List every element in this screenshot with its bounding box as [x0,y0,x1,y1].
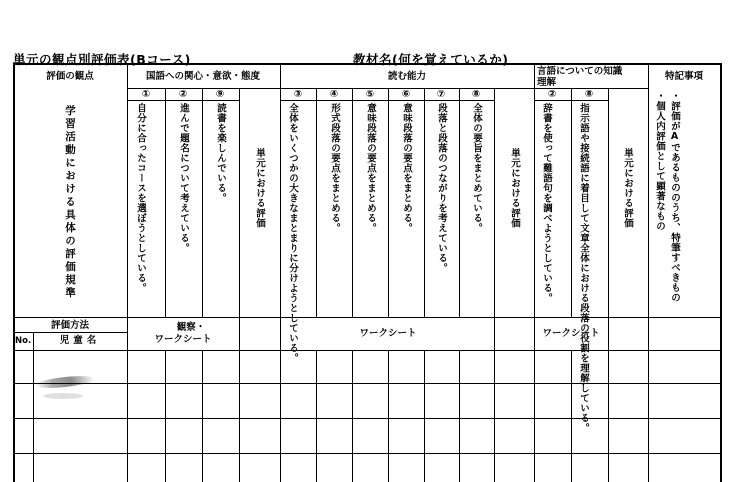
number-reading-6: ⑧ [471,89,481,100]
criteria-interest-3: 読書を楽しんでいる。 [215,103,226,203]
rule-student-header [13,332,127,333]
number-reading-4: ⑥ [401,89,411,100]
rule-col-2 [165,88,166,317]
rule-numbers-reading [280,100,494,101]
criteria-reading-1: 全体をいくつかの大きなまとまりに分けようとしている。 [287,103,298,363]
number-interest-3: ⑨ [215,89,225,100]
student-row-2[interactable] [13,384,721,418]
criteria-language-1: 辞書を使って難語句を調べようとしている。 [541,103,552,303]
student-name-label: 児童名 [59,335,101,346]
criteria-reading-unit: 単元における評価 [509,148,520,228]
rule-numbers-interest [127,100,239,101]
rule-col-8 [388,88,389,317]
rule-col-7 [352,88,353,317]
rule-col-13 [571,88,572,317]
number-language-2: ⑧ [584,89,594,100]
criteria-notes-2: ・個人内評価として顕著なもの [654,91,665,231]
material-title: 教材名(何を覚えているか) [353,52,509,67]
student-row-4[interactable] [13,454,721,482]
number-interest-1: ① [141,89,151,100]
rule-col-9 [424,88,425,317]
student-row-3[interactable] [13,419,721,453]
evaluation-sheet [13,63,721,482]
criteria-reading-6: 全体の要旨をまとめている。 [471,103,482,233]
criteria-reading-2: 形式段落の要点をまとめる。 [329,103,340,233]
student-no-label: No. [15,336,32,346]
header-viewpoint: 評価の観点 [46,71,94,82]
rule-col-6 [316,88,317,317]
border-top [13,63,721,65]
method-language: ワークシート [542,328,600,339]
method-interest-line2: ワークシート [154,334,212,345]
number-reading-3: ⑤ [365,89,375,100]
method-row-label: 評価方法 [50,320,90,331]
rule-criteria-bottom [13,317,721,318]
criteria-reading-5: 段落と段落のつながりを考えている。 [436,103,447,273]
number-reading-5: ⑦ [436,89,446,100]
method-interest-line1: 観察・ [176,322,206,333]
number-language-1: ② [547,89,557,100]
criteria-interest-2: 進んで題名について考えている。 [178,103,189,253]
criteria-reading-4: 意味段落の要点をまとめる。 [401,103,412,233]
header-interest: 国語への関心・意欲・態度 [145,71,261,82]
header-language-line1: 言語についての知識 [537,66,623,77]
criteria-notes-1: ・評価がAであるもののうち、特筆すべきもの [669,91,680,303]
header-language-line2: 理解 [537,77,557,88]
header-notes: 特記事項 [664,71,704,82]
rule-col-10 [459,88,460,317]
method-reading: ワークシート [359,328,417,339]
number-reading-2: ④ [329,89,339,100]
criteria-reading-3: 意味段落の要点をまとめる。 [365,103,376,233]
redaction-smudge-faint [43,393,83,399]
student-row-1[interactable] [13,351,721,383]
criteria-language-2: 指示語や接続語に着目して文章全体における段落の役割を理解している。 [578,103,589,433]
criteria-language-unit: 単元における評価 [622,148,633,228]
criteria-interest-unit: 単元における評価 [254,148,265,228]
header-reading: 読む能力 [387,71,427,82]
number-reading-1: ③ [293,89,303,100]
page-title: 単元の観点別評価表(Bコース) [13,52,191,67]
criteria-interest-1: 自分に合ったコースを選ぼうとしている。 [135,103,146,293]
criteria-row-label: 学習活動における具体の評価規準 [64,105,76,300]
number-interest-2: ② [178,89,188,100]
rule-col-3 [202,88,203,317]
